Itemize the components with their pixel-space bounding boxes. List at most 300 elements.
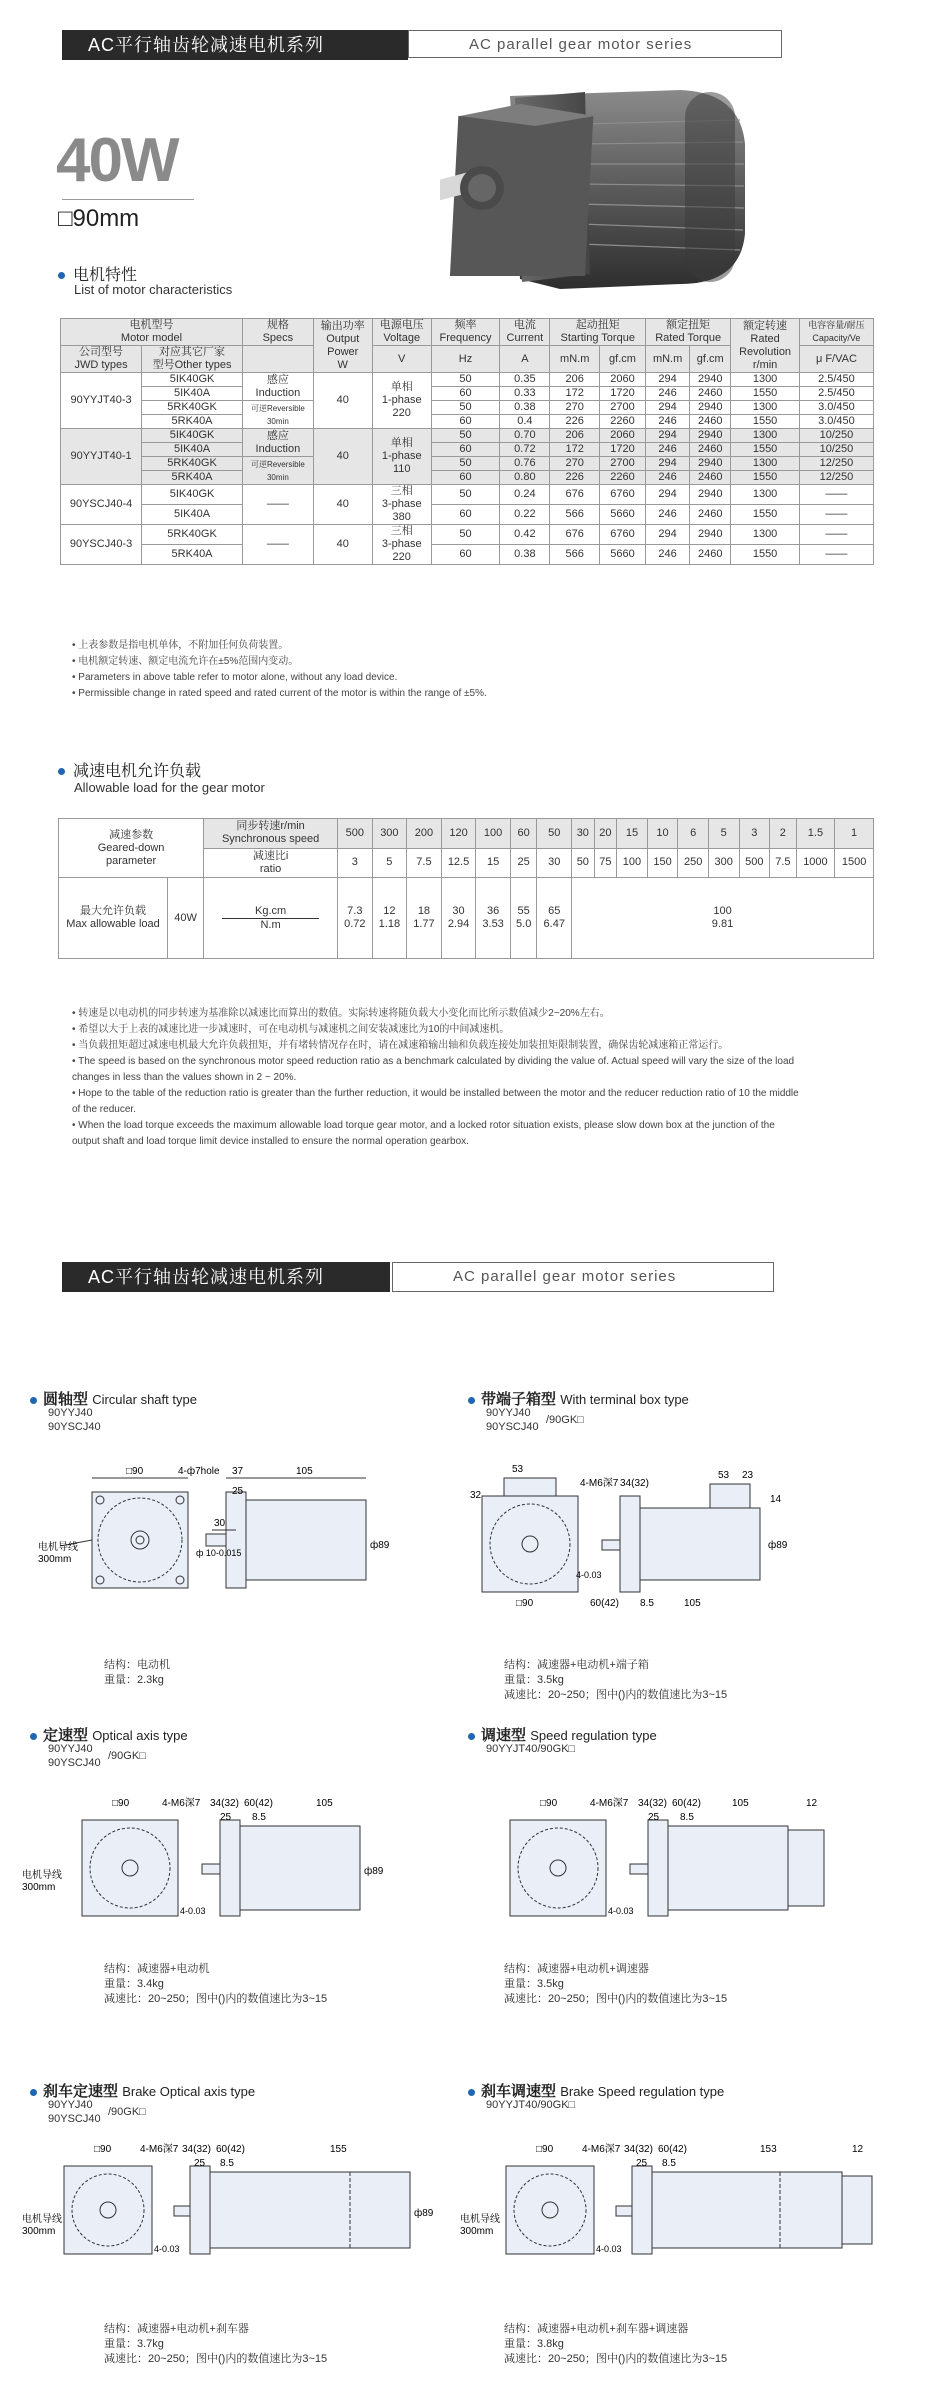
cell-value: 0.80 <box>500 471 550 485</box>
cell-value: 172 <box>550 387 600 401</box>
cell-value: 2060 <box>599 373 645 387</box>
cell-value: 3.0/450 <box>799 401 873 415</box>
dim-label: 4-0.03 <box>608 1906 634 1916</box>
dim-label: □90 <box>112 1798 130 1809</box>
cell-line: 18 <box>417 905 431 917</box>
info-line: 减速比：20~250；图中()内的数值速比为3~15 <box>504 2353 728 2365</box>
cell-line: 30min <box>266 472 289 482</box>
cell-value: 2940 <box>690 457 731 471</box>
model-line: 90YYJ40 <box>48 1407 93 1419</box>
model-line: 90YSCJ40 <box>486 1421 539 1433</box>
table-cell: gf.cm <box>599 346 645 373</box>
dim-label: 25 <box>220 1812 232 1823</box>
table-cell: mN.m <box>646 346 690 373</box>
cell-speed: 300 <box>372 819 407 849</box>
info-line: 重量：3.4kg <box>104 1978 164 1990</box>
cell-other-type: 5IK40A <box>142 505 243 525</box>
drawing-terminal-box <box>470 1456 890 1636</box>
cell-value: 5660 <box>599 505 645 525</box>
cell-value: 60 <box>431 415 500 429</box>
header-motor-model <box>61 319 243 346</box>
cell-value: 2.5/450 <box>799 373 873 387</box>
cell-value: —— <box>799 525 873 545</box>
cell-ratio: 500 <box>739 848 770 878</box>
dim-label: ф89 <box>414 2208 434 2219</box>
cell-value: 2260 <box>599 471 645 485</box>
cell-value: 2940 <box>690 485 731 505</box>
cell-line: 单相 <box>390 381 413 393</box>
cell-value: 10/250 <box>799 443 873 457</box>
cell-speed: 20 <box>594 819 617 849</box>
info-line: 减速比：20~250；图中()内的数值速比为3~15 <box>504 1689 728 1701</box>
cell-ratio: 7.5 <box>407 848 442 878</box>
cell-line: 三相 <box>390 525 413 537</box>
cell-line: 36 <box>486 905 500 917</box>
cell-line: parameter <box>106 854 157 867</box>
table-cell: mN.m <box>550 346 600 373</box>
header-current <box>500 319 550 346</box>
drawing-title-en: Brake Speed regulation type <box>560 2084 725 2099</box>
cell-value: 2940 <box>690 429 731 443</box>
dim-label: 4-0.03 <box>576 1570 602 1580</box>
dim-label: 12 <box>852 2144 864 2155</box>
cell-speed: 30 <box>572 819 595 849</box>
cell-line: r/min <box>752 358 778 371</box>
dim-label: 23 <box>742 1470 754 1481</box>
dim-label: 60(42) <box>658 2144 687 2155</box>
cell-line: 减速参数 <box>109 828 154 841</box>
cell-value: 1300 <box>731 401 800 415</box>
cell-load <box>407 878 442 959</box>
model-line: 90YYJT40/90GK□ <box>486 2099 576 2111</box>
cell-value: 2060 <box>599 429 645 443</box>
cell-line: Induction <box>255 386 301 399</box>
dim-label: ф89 <box>364 1866 384 1877</box>
header-max-load <box>59 878 168 959</box>
cell-ratio: 300 <box>708 848 739 878</box>
header-rated-torque <box>646 319 731 346</box>
cell-speed: 1 <box>835 819 874 849</box>
cell-line: 公司型号 <box>79 346 124 358</box>
cell-value: 60 <box>431 545 500 565</box>
cell-specs <box>243 401 314 429</box>
drawing-title-en: Optical axis type <box>92 1728 188 1743</box>
dim-label: 300mm <box>22 2226 56 2237</box>
drawing-models-d3 <box>48 1742 101 1770</box>
banner-title-en: AC parallel gear motor series <box>408 30 782 58</box>
cell-value: 1300 <box>731 525 800 545</box>
cell-load <box>441 878 476 959</box>
table-row <box>61 373 874 387</box>
cell-ratio: 25 <box>510 848 537 878</box>
header-jwd-types <box>61 346 142 373</box>
cell-line: 30 <box>452 905 465 917</box>
cell-line: 380 <box>392 511 411 523</box>
cell-value: 246 <box>646 471 690 485</box>
cell-line: Motor model <box>120 332 183 344</box>
table-row <box>59 878 874 959</box>
cell-value: 294 <box>646 401 690 415</box>
cell-value: 6760 <box>599 525 645 545</box>
cell-load <box>476 878 511 959</box>
note-line: changes in less than the values shown in 2 ~ 20%. <box>72 1072 297 1083</box>
cell-voltage <box>372 429 431 485</box>
dim-label: 60(42) <box>244 1798 273 1809</box>
cell-power: 40W <box>168 878 204 959</box>
cell-line: 对应其它厂家 <box>159 346 226 358</box>
cell-line: 电流 <box>513 319 536 331</box>
cell-value: 50 <box>431 401 500 415</box>
cell-value: 2940 <box>690 525 731 545</box>
dim-label: 153 <box>760 2144 777 2155</box>
dim-label: 300mm <box>460 2226 494 2237</box>
drawing-title-en: Speed regulation type <box>530 1728 657 1743</box>
cell-line: 2.94 <box>447 918 470 930</box>
cell-ratio: 7.5 <box>770 848 797 878</box>
cell-line: W <box>337 358 348 371</box>
cell-value: 12/250 <box>799 471 873 485</box>
table-row <box>61 505 874 525</box>
cell-other-type: 5IK40GK <box>142 429 243 443</box>
cell-line: 单相 <box>390 437 413 449</box>
table-row <box>61 457 874 471</box>
dim-label: 300mm <box>22 1882 56 1893</box>
info-line: 结构：减速器+电动机+调速器 <box>504 1963 649 1975</box>
cell-value: 2460 <box>690 545 731 565</box>
cell-line: 55 <box>517 905 530 917</box>
dim-label: 155 <box>330 2144 347 2155</box>
cell-value: 6760 <box>599 485 645 505</box>
cell-value: 0.42 <box>500 525 550 545</box>
dim-label: 60(42) <box>672 1798 701 1809</box>
cell-value: 50 <box>431 373 500 387</box>
cell-value: 1550 <box>731 471 800 485</box>
table-row <box>61 415 874 429</box>
dim-label: 34(32) <box>620 1478 649 1489</box>
cell-value: 2700 <box>599 401 645 415</box>
cell-voltage <box>372 525 431 565</box>
dim-label: □90 <box>94 2144 112 2155</box>
cell-value: 246 <box>646 545 690 565</box>
cell-value: 294 <box>646 429 690 443</box>
drawing-optical-axis <box>20 1786 440 1966</box>
drawing-model-suffix: /90GK□ <box>546 1414 584 1426</box>
cell-line: 最大允许负载 <box>80 905 146 917</box>
note-line: • 上表参数是指电机单体，不附加任何负荷装置。 <box>72 640 289 651</box>
cell-speed: 120 <box>441 819 476 849</box>
cell-line: 同步转速r/min <box>236 820 305 833</box>
dim-label: 8.5 <box>220 2158 234 2169</box>
dim-label: □90 <box>516 1598 534 1609</box>
drawing-title-cn: 刹车调速型 <box>481 2083 557 2100</box>
note-line: • Parameters in above table refer to motor alone, without any load device. <box>72 672 398 683</box>
table-row <box>61 545 874 565</box>
dim-label: ф 10-0.015 <box>196 1548 242 1558</box>
drawing-title-cn: 圆轴型 <box>43 1391 89 1408</box>
cell-other-type: 5IK40A <box>142 443 243 457</box>
cell-line: Capacity/Ve <box>812 333 861 343</box>
cell-value: 1300 <box>731 457 800 471</box>
cell-value: 676 <box>550 525 600 545</box>
info-line: 重量：3.5kg <box>504 1978 564 1990</box>
drawing-info-d6 <box>504 2322 727 2367</box>
cell-speed: 60 <box>510 819 537 849</box>
cell-line: 减速比i <box>252 849 289 862</box>
unit-line: Kg.cm <box>222 905 319 919</box>
drawing-info-d2 <box>504 1658 727 1703</box>
info-line: 结构：电动机 <box>104 1659 170 1671</box>
cell-speed: 1.5 <box>796 819 835 849</box>
frame-size: □90mm <box>58 205 140 232</box>
cell-value: 294 <box>646 525 690 545</box>
cell-value: 1550 <box>731 545 800 565</box>
cell-value: 0.35 <box>500 373 550 387</box>
cell-ratio: 75 <box>594 848 617 878</box>
cell-ratio: 100 <box>617 848 648 878</box>
cell-line: ratio <box>259 862 282 875</box>
cell-line: 110 <box>392 463 411 475</box>
cell-other-type: 5RK40A <box>142 471 243 485</box>
note-line: • The speed is based on the synchronous motor speed reduction ratio as a benchmark calculated by dividing the value of. Actual speed will vary the size of the load <box>72 1056 795 1067</box>
cell-line: 型号Other types <box>152 359 232 371</box>
cell-value: 294 <box>646 457 690 471</box>
table-row <box>61 429 874 443</box>
drawing-title-cn: 定速型 <box>43 1727 89 1744</box>
dim-label: 4-0.03 <box>596 2244 622 2254</box>
dim-label: 25 <box>232 1486 244 1497</box>
header-voltage-unit: V <box>372 346 431 373</box>
series-banner-drawings <box>62 1262 774 1292</box>
table-row <box>61 387 874 401</box>
cell-line: 规格 <box>266 319 289 331</box>
header-specs <box>243 319 314 346</box>
dim-label: 34(32) <box>210 1798 239 1809</box>
bullet-dot-icon <box>468 1733 475 1740</box>
cell-line: 100 <box>713 905 732 917</box>
cell-line: 额定扭矩 <box>666 319 711 331</box>
header-specs-unit <box>243 346 314 373</box>
dim-label: 电机导线 <box>22 2214 62 2225</box>
cell-ratio: 1500 <box>835 848 874 878</box>
header-rated-revolution <box>731 319 800 373</box>
cell-load <box>372 878 407 959</box>
dim-label: 34(32) <box>182 2144 211 2155</box>
note-line: • 当负载扭矩超过减速电机最大允许负载扭矩，并有堵转情况存在时，请在减速箱输出轴和负载连接处加装扭矩限制装置，确保齿轮减速箱正常运行。 <box>72 1040 729 1051</box>
dim-label: 32 <box>470 1490 482 1501</box>
dim-label: 4-0.03 <box>154 2244 180 2254</box>
bullet-dot-icon <box>58 272 65 279</box>
header-synchronous-speed <box>204 819 338 849</box>
cell-value: 246 <box>646 415 690 429</box>
cell-line: 9.81 <box>711 918 734 930</box>
cell-line: 0.72 <box>344 918 366 930</box>
cell-load <box>510 878 537 959</box>
cell-speed: 3 <box>739 819 770 849</box>
model-line: 90YSCJ40 <box>48 1757 101 1769</box>
note-line: of the reducer. <box>72 1104 136 1115</box>
cell-value: 206 <box>550 373 600 387</box>
cell-line: Induction <box>255 442 301 455</box>
cell-line: 可逆Reversible <box>250 403 305 413</box>
cell-speed: 10 <box>647 819 678 849</box>
cell-value: 226 <box>550 471 600 485</box>
cell-speed: 500 <box>338 819 373 849</box>
allowable-load-title-cn: 减速电机允许负载 <box>73 763 202 780</box>
cell-value: 0.72 <box>500 443 550 457</box>
model-line: 90YSCJ40 <box>48 2113 101 2125</box>
info-line: 重量：3.8kg <box>504 2338 564 2350</box>
cell-speed: 200 <box>407 819 442 849</box>
dim-label: 4-M6深7 <box>140 2144 179 2155</box>
cell-line: 感应 <box>266 429 289 442</box>
cell-value: 246 <box>646 443 690 457</box>
cell-value: 2460 <box>690 387 731 401</box>
drawing-brake-speed <box>460 2136 890 2306</box>
cell-line: Max allowable load <box>66 918 160 930</box>
cell-value: —— <box>799 485 873 505</box>
info-line: 重量：3.5kg <box>504 1674 564 1686</box>
cell-value: 3.0/450 <box>799 415 873 429</box>
cell-value: 0.38 <box>500 401 550 415</box>
cell-speed: 5 <box>708 819 739 849</box>
dim-label: 4-ф7hole <box>178 1466 220 1477</box>
header-frequency-unit: Hz <box>431 346 500 373</box>
dim-label: 8.5 <box>662 2158 676 2169</box>
dim-label: 8.5 <box>252 1812 266 1823</box>
header-capacity-unit: μ F/VAC <box>799 346 873 373</box>
table-row <box>61 485 874 505</box>
cell-specs <box>243 429 314 457</box>
cell-jwd-type: 90YSCJ40-4 <box>61 485 142 525</box>
cell-line: 220 <box>392 551 411 563</box>
cell-line: 6.47 <box>543 918 565 930</box>
cell-line: Voltage <box>383 332 421 344</box>
cell-line: 起动扭矩 <box>575 319 620 331</box>
cell-power: 40 <box>313 429 372 485</box>
cell-speed: 6 <box>678 819 709 849</box>
series-banner-top <box>62 30 782 60</box>
motor-characteristics-table <box>60 318 874 565</box>
model-line: 90YYJ40 <box>48 2099 93 2111</box>
cell-line: 3-phase <box>381 538 422 550</box>
cell-value: 2940 <box>690 373 731 387</box>
cell-line: Rated <box>750 332 780 345</box>
cell-line: Geared-down <box>97 841 165 854</box>
note-line: • Permissible change in rated speed and rated current of the motor is within the range of ±5%. <box>72 688 487 699</box>
dim-label: 34(32) <box>624 2144 653 2155</box>
cell-other-type: 5IK40GK <box>142 373 243 387</box>
cell-line: 65 <box>548 905 561 917</box>
cell-value: 2940 <box>690 401 731 415</box>
cell-value: —— <box>799 505 873 525</box>
cell-line: Frequency <box>439 332 492 344</box>
bullet-dot-icon <box>468 2089 475 2096</box>
cell-speed: 15 <box>617 819 648 849</box>
cell-line: 感应 <box>266 373 289 386</box>
cell-line: Output <box>326 332 360 345</box>
cell-value: 60 <box>431 443 500 457</box>
header-voltage <box>372 319 431 346</box>
cell-value: 0.76 <box>500 457 550 471</box>
dim-label: 8.5 <box>680 1812 694 1823</box>
drawing-model-suffix: /90GK□ <box>108 2106 146 2118</box>
header-geared-down-parameter <box>59 819 204 878</box>
note-line: • 转速是以电动机的同步转速为基准除以减速比而算出的数值。实际转速将随负载大小变化而比所示数值减少2~20%左右。 <box>72 1008 610 1019</box>
cell-value: 172 <box>550 443 600 457</box>
characteristics-title-en: List of motor characteristics <box>74 282 233 297</box>
dim-label: 60(42) <box>216 2144 245 2155</box>
info-line: 结构：减速器+电动机+端子箱 <box>504 1659 649 1671</box>
cell-specs <box>243 457 314 485</box>
dim-label: 25 <box>636 2158 648 2169</box>
cell-value: 10/250 <box>799 429 873 443</box>
bullet-dot-icon <box>30 2089 37 2096</box>
cell-value: 60 <box>431 505 500 525</box>
table-row <box>61 401 874 415</box>
cell-value: 206 <box>550 429 600 443</box>
dim-label: 4-M6深7 <box>590 1798 629 1809</box>
bullet-dot-icon <box>58 768 65 775</box>
cell-ratio: 12.5 <box>441 848 476 878</box>
cell-line: Specs <box>262 332 294 344</box>
cell-value: 2460 <box>690 415 731 429</box>
drawing-models-d2 <box>486 1406 539 1434</box>
dim-label: □90 <box>536 2144 554 2155</box>
cell-value: 226 <box>550 415 600 429</box>
cell-value: 294 <box>646 373 690 387</box>
cell-value: 270 <box>550 457 600 471</box>
info-line: 结构：减速器+电动机 <box>104 1963 210 1975</box>
drawing-title-en: Brake Optical axis type <box>122 2084 256 2099</box>
dim-label: 25 <box>194 2158 206 2169</box>
dim-label: 34(32) <box>638 1798 667 1809</box>
motor-photo <box>440 84 770 294</box>
cell-line: Current <box>506 332 544 344</box>
allowable-load-table <box>58 818 874 959</box>
info-line: 重量：3.7kg <box>104 2338 164 2350</box>
cell-value: 50 <box>431 429 500 443</box>
bullet-dot-icon <box>30 1733 37 1740</box>
cell-line: 额定转速 <box>743 319 788 332</box>
cell-ratio: 15 <box>476 848 511 878</box>
cell-ratio: 3 <box>338 848 373 878</box>
model-line: 90YYJT40/90GK□ <box>486 1743 576 1755</box>
cell-line: 1.18 <box>378 918 401 930</box>
cell-voltage <box>372 373 431 429</box>
header-frequency <box>431 319 500 346</box>
dim-label: 105 <box>316 1798 333 1809</box>
cell-specs: —— <box>243 485 314 525</box>
cell-ratio: 1000 <box>796 848 835 878</box>
cell-line: 12 <box>383 905 396 917</box>
cell-line: 电源电压 <box>379 319 424 331</box>
cell-line: 1-phase <box>381 450 422 462</box>
cell-value: 1550 <box>731 505 800 525</box>
cell-load <box>338 878 373 959</box>
cell-line: 可逆Reversible <box>250 459 305 469</box>
cell-value: —— <box>799 545 873 565</box>
dim-label: 8.5 <box>640 1598 654 1609</box>
dim-label: 60(42) <box>590 1598 619 1609</box>
cell-value: 1300 <box>731 373 800 387</box>
cell-line: Power <box>327 345 359 358</box>
info-line: 重量：2.3kg <box>104 1674 164 1686</box>
header-power <box>313 319 372 373</box>
cell-voltage <box>372 485 431 525</box>
model-line: 90YYJ40 <box>486 1407 531 1419</box>
bullet-dot-icon <box>30 1397 37 1404</box>
table-row <box>61 443 874 457</box>
